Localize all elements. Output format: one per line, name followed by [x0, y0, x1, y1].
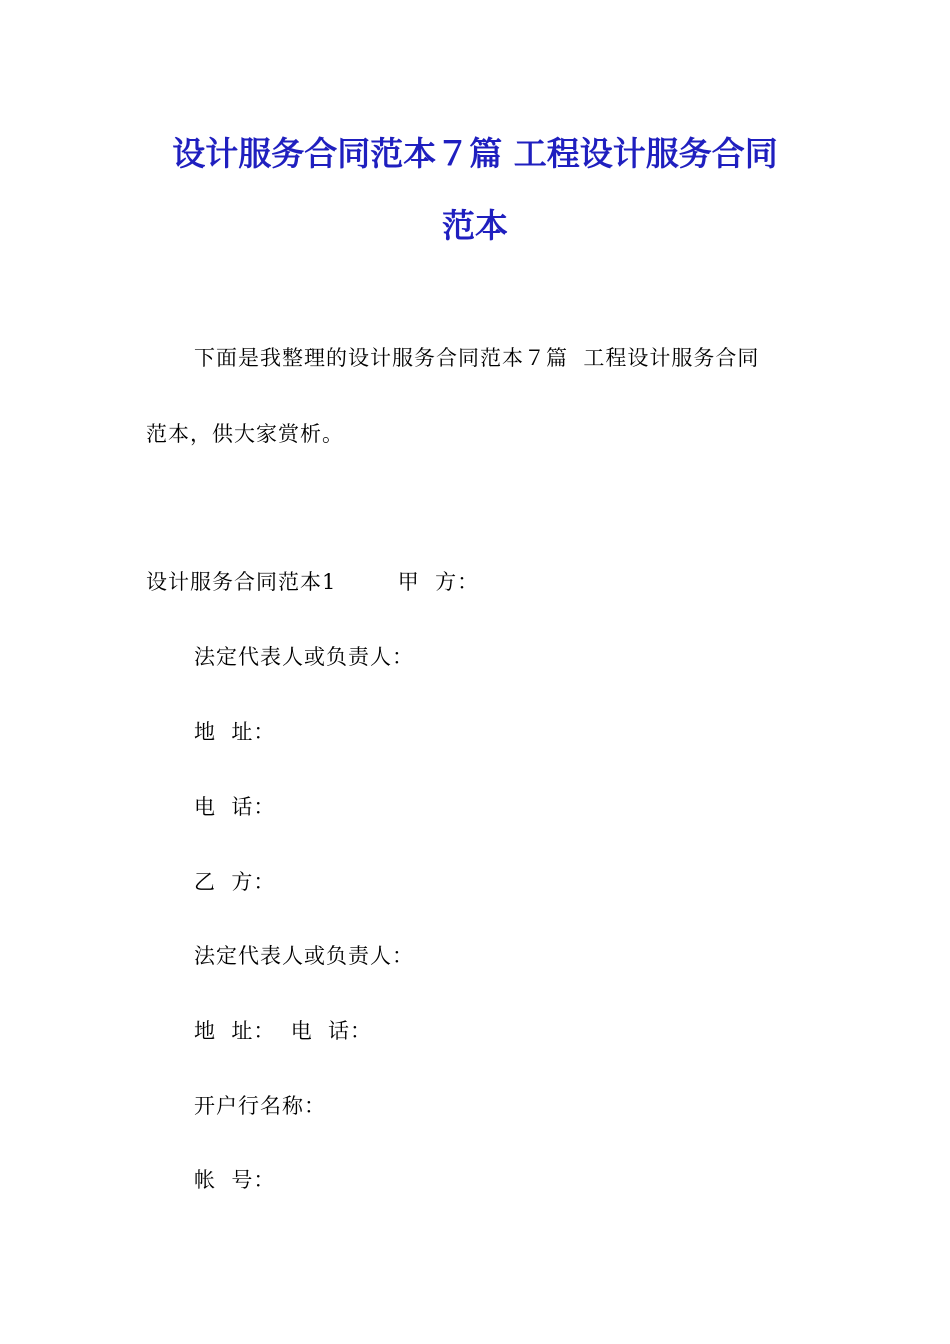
party-a-phone-field: 电 话： [194, 795, 276, 819]
party-a-address-field: 地 址： [194, 720, 276, 744]
bank-name-field: 开户行名称： [194, 1094, 326, 1118]
party-b-address-phone-field: 地 址： 电 话： [194, 1019, 373, 1043]
intro-paragraph-line-1: 下面是我整理的设计服务合同范本７篇 工程设计服务合同 [194, 346, 760, 370]
party-a-legal-representative-field: 法定代表人或负责人： [194, 645, 414, 669]
party-b-field: 乙 方： [194, 870, 276, 894]
document-title-line-1: 设计服务合同范本７篇 工程设计服务合同 [172, 134, 778, 173]
party-b-legal-representative-field: 法定代表人或负责人： [194, 944, 414, 968]
document-title-line-2: 范本 [442, 206, 508, 245]
section-heading: 设计服务合同范本1 甲 方： [146, 570, 480, 594]
intro-paragraph-line-2: 范本，供大家赏析。 [146, 422, 344, 446]
account-number-field: 帐 号： [194, 1168, 276, 1192]
